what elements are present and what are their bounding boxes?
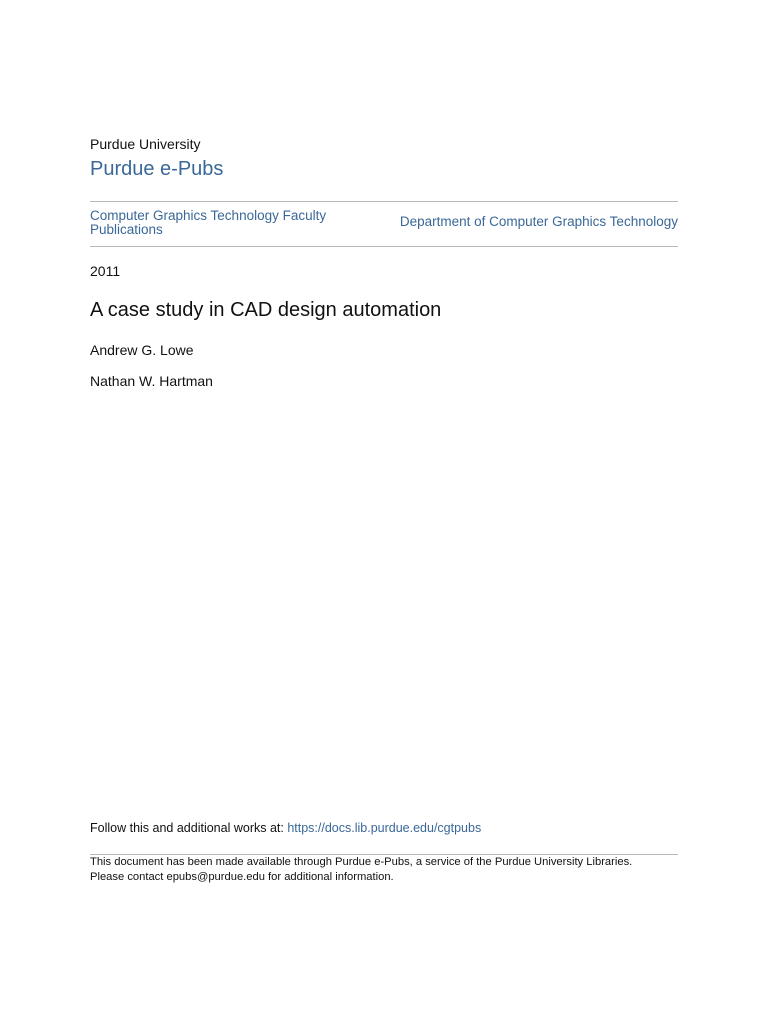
footer-notice <box>90 855 680 885</box>
header-divider-top <box>90 201 678 202</box>
publication-year: 2011 <box>90 263 121 279</box>
follow-label: Follow this and additional works at: <box>90 821 288 835</box>
availability-notice: This document has been made available through Purdue e-Pubs, a service of the Purdue University Libraries. <box>90 856 633 868</box>
article-title: A case study in CAD design automation <box>90 299 442 321</box>
header-divider-bottom <box>90 246 678 247</box>
department-link[interactable]: Department of Computer Graphics Technology <box>399 214 678 229</box>
author-name: Andrew G. Lowe <box>90 342 194 358</box>
collection-url-link[interactable]: https://docs.lib.purdue.edu/cgtpubs <box>287 821 482 835</box>
institution-name: Purdue University <box>90 136 201 152</box>
repository-link[interactable]: Purdue e-Pubs <box>90 158 224 180</box>
contact-notice: Please contact epubs@purdue.edu for additional information. <box>90 871 394 883</box>
series-link[interactable]: Computer Graphics Technology Faculty Publications <box>90 208 327 237</box>
author-name: Nathan W. Hartman <box>90 373 213 389</box>
follow-line <box>90 821 481 835</box>
